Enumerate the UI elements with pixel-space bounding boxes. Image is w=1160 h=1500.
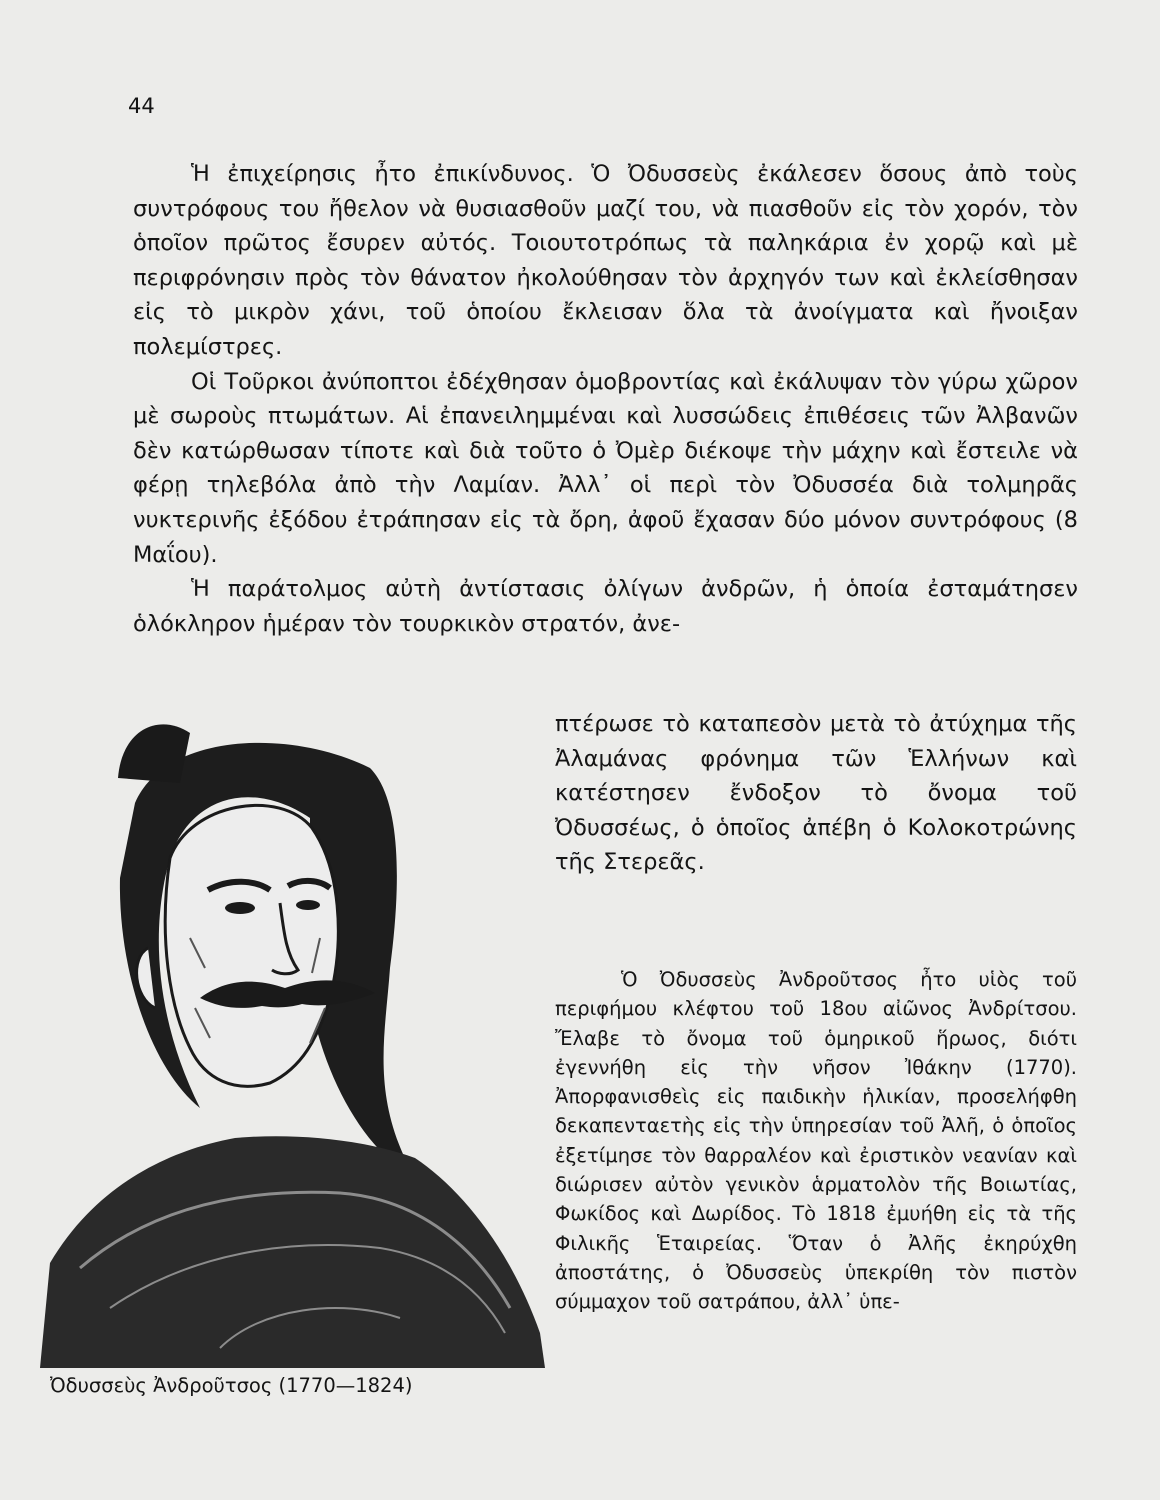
biography-paragraph: Ὁ Ὀδυσσεὺς Ἀνδροῦτσος ἦτο υἱὸς τοῦ περιφήμου κλέφτου τοῦ 18ου αἰῶνος Ἀνδρίτσου. Ἔλαβε τὸ ὄνομα τοῦ ὁμηρικοῦ ἥρωος, διότι ἐγεννήθη εἰς τὴν νῆσον Ἰθάκην (1770). Ἀπορφανισθεὶς εἰς παιδικὴν ἡλικίαν, προσελήφθη δεκαπενταετὴς εἰς τὴν ὑπηρεσίαν τοῦ Ἀλῆ, ὁ ὁποῖος ἐξετίμησε τὸν θαρραλέον καὶ ἐριστικὸν νεανίαν καὶ διώρισεν αὐτὸν γενικὸν ἁρματολὸν τῆς Βοιωτίας, Φωκίδος καὶ Δωρίδος. Τὸ 1818 ἐμυήθη εἰς τὰ τῆς Φιλικῆς Ἑταιρείας. Ὅταν ὁ Ἀλῆς ἐκηρύχθη ἀποστάτης, ὁ Ὀδυσσεὺς ὑπεκρίθη τὸν πιστὸν σύμμαχον τοῦ σατράπου, ἀλλ᾿ ὑπε- <box>555 968 1077 1314</box>
paragraph-2: Οἱ Τοῦρκοι ἀνύποπτοι ἐδέχθησαν ὁμοβροντίας καὶ ἐκάλυψαν τὸν γύρω χῶρον μὲ σωροὺς πτωμάτων. Αἱ ἐπανειλημμέναι καὶ λυσσώδεις ἐπιθέσεις τῶν Ἀλβανῶν δὲν κατώρθωσαν τίποτε καὶ διὰ τοῦτο ὁ Ὀμὲρ διέκοψε τὴν μάχην καὶ ἔστειλε νὰ φέρῃ τηλεβόλα ἀπὸ τὴν Λαμίαν. Ἀλλ᾿ οἱ περὶ τὸν Ὀδυσσέα διὰ τολμηρᾶς νυκτερινῆς ἐξόδου ἐτράπησαν εἰς τὰ ὄρη, ἀφοῦ ἔχασαν δύο μόνον συντρόφους (8 Μαΐου). <box>133 368 1078 568</box>
portrait-caption: Ὀδυσσεὺς Ἀνδροῦτσος (1770—1824) <box>50 1374 413 1397</box>
portrait-cap <box>118 724 190 783</box>
biography-note <box>555 965 1077 1317</box>
main-text <box>133 157 1078 641</box>
portrait-engraving <box>40 708 545 1368</box>
page-number: 44 <box>128 94 155 118</box>
portrait-face <box>165 805 338 1086</box>
paragraph-3-continuation: πτέρωσε τὸ καταπεσὸν μετὰ τὸ ἀτύχημα τῆς Ἀλαμάνας φρόνημα τῶν Ἑλλήνων καὶ κατέστησεν ἔνδοξον τὸ ὄνομα τοῦ Ὀδυσσέως, ὁ ὁποῖος ἀπέβη ὁ Κολοκοτρώνης τῆς Στερεᾶς. <box>555 711 1077 876</box>
paragraph-1: Ἡ ἐπιχείρησις ἦτο ἐπικίνδυνος. Ὁ Ὀδυσσεὺς ἐκάλεσεν ὅσους ἀπὸ τοὺς συντρόφους του ἤθελον νὰ θυσιασθοῦν μαζί του, νὰ πιασθοῦν εἰς τὸν χορόν, τὸν ὁποῖον πρῶτος ἔσυρεν αὐτός. Τοιουτοτρόπως τὰ παληκάρια ἐν χορῷ καὶ μὲ περιφρόνησιν πρὸς τὸν θάνατον ἠκολούθησαν τὸν ἀρχηγόν των καὶ ἐκλείσθησαν εἰς τὸ μικρὸν χάνι, τοῦ ὁποίου ἔκλεισαν ὅλα τὰ ἀνοίγματα καὶ ἤνοιξαν πολεμίστρες. <box>133 161 1078 360</box>
paragraph-3: Ἡ παράτολμος αὐτὴ ἀντίστασις ὀλίγων ἀνδρῶν, ἡ ὁποία ἐσταμάτησεν ὁλόκληρον ἡμέραν τὸν τουρκικὸν στρατόν, ἀνε- <box>133 576 1078 637</box>
